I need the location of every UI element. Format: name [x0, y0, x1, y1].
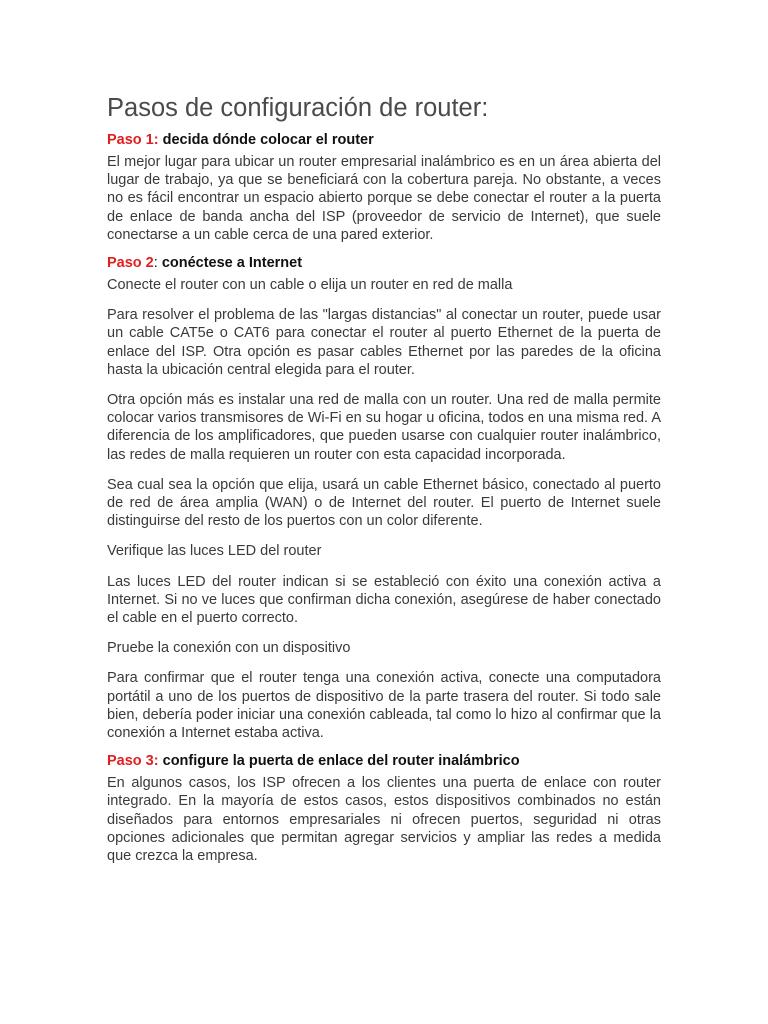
- page-title: Pasos de configuración de router:: [107, 94, 489, 122]
- led-subheading: Verifique las luces LED del router: [107, 543, 322, 560]
- led-paragraph: Las luces LED del router indican si se estableció con éxito una conexión activa a Internet. Si no ve luces que confirman dicha conexión, asegúrese de haber conectado el cable en el puerto correcto.: [107, 573, 661, 627]
- step-2-paragraph-3: Sea cual sea la opción que elija, usará un cable Ethernet básico, conectado al puerto de red de área amplia (WAN) o de Internet del router. El puerto de Internet suele distinguirse del resto de los puertos con un color diferente.: [107, 476, 661, 530]
- step-2-label: Paso 2: [107, 255, 154, 272]
- step-1-heading: [107, 131, 661, 149]
- step-3-heading: [107, 752, 661, 770]
- step-1-title: decida dónde colocar el router: [162, 132, 374, 148]
- step-2-title: conéctese a Internet: [161, 255, 303, 272]
- step-2-intro: Conecte el router con un cable o elija un router en red de malla: [107, 277, 513, 294]
- test-paragraph: Para confirmar que el router tenga una conexión activa, conecte una computadora portátil a uno de los puertos de dispositivo de la parte trasera del router. Si todo sale bien, debería poder iniciar una conexión cableada, tal como lo hizo al confirmar que la conexión a Internet estaba activa.: [107, 670, 661, 742]
- test-subheading: Pruebe la conexión con un dispositivo: [107, 640, 351, 657]
- step-2-paragraph-1: Para resolver el problema de las "largas distancias" al conectar un router, puede usar un cable CAT5e o CAT6 para conectar el router al puerto Ethernet de la puerta de enlace del ISP. Otra opción es pasar cables Ethernet por las paredes de la oficina hasta la ubicación central elegida para el router.: [107, 307, 661, 378]
- step-3-paragraph: En algunos casos, los ISP ofrecen a los clientes una puerta de enlace con router integrado. En la mayoría de estos casos, estos dispositivos combinados no están diseñados para entornos empresariales ni ofrecen puertos, seguridad ni otras opciones adicionales que permitan agregar servicios y ampliar las redes a medida que crezca la empresa.: [107, 775, 661, 865]
- step-2-heading: [107, 254, 661, 272]
- step-2-paragraph-2: Otra opción más es instalar una red de malla con un router. Una red de malla permite colocar varios transmisores de Wi-Fi en su hogar u oficina, todos en una misma red. A diferencia de los amplificadores, que pueden usarse con cualquier router inalámbrico, las redes de malla requieren un router con esta capacidad incorporada.: [107, 392, 661, 463]
- step-3-title: configure la puerta de enlace del router inalámbrico: [162, 753, 520, 770]
- step-3-label: Paso 3:: [107, 753, 159, 770]
- step-1-paragraph: El mejor lugar para ubicar un router empresarial inalámbrico es en un área abierta del lugar de trabajo, ya que se beneficiará con la cobertura pareja. No obstante, a veces no es fácil encontrar un espacio abierto porque se debe conectar el router a la puerta de enlace de banda ancha del ISP (proveedor de servicio de Internet), que suele conectarse a un cable cerca de una pared exterior.: [107, 154, 661, 243]
- step-2-separator: :: [153, 255, 158, 272]
- step-1-label: Paso 1:: [107, 132, 159, 148]
- document-page: [107, 92, 661, 865]
